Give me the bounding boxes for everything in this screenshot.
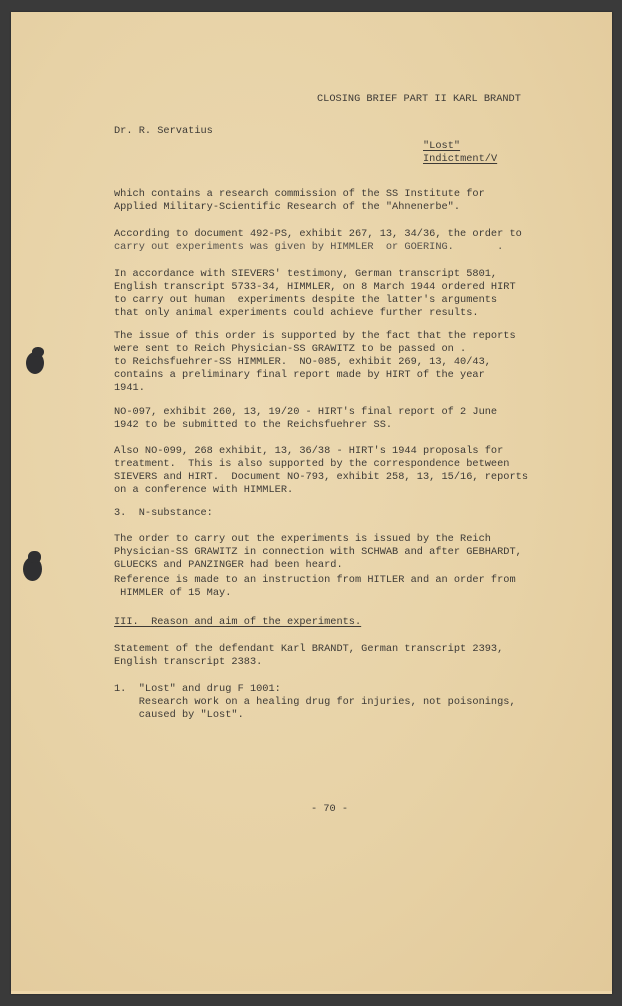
paragraph-line: carry out experiments was given by HIMMLER or GOERING. . xyxy=(114,241,504,253)
paragraph-line: Applied Military-Scientific Research of the "Ahnenerbe". xyxy=(114,201,461,213)
list-item-detail: caused by "Lost". xyxy=(114,709,244,721)
author-line: Dr. R. Servatius xyxy=(114,125,213,137)
binder-hole-bottom xyxy=(23,557,42,581)
paragraph-line: English transcript 5733-34, HIMMLER, on 8 March 1944 ordered HIRT xyxy=(114,281,516,293)
paragraph-line: Also NO-099, 268 exhibit, 13, 36/38 - HIRT's 1944 proposals for xyxy=(114,445,504,457)
paragraph-line: SIEVERS and HIRT. Document NO-793, exhibit 258, 13, 15/16, reports xyxy=(114,471,529,483)
paragraph-line: to Reichsfuehrer-SS HIMMLER. NO-085, exhibit 269, 13, 40/43, xyxy=(114,356,491,368)
paragraph-line: to carry out human experiments despite the latter's arguments xyxy=(114,294,498,306)
page-number: - 70 - xyxy=(311,803,349,815)
section-label: Indictment/V xyxy=(423,153,498,165)
paragraph-line: contains a preliminary final report made by HIRT of the year xyxy=(114,369,485,381)
list-heading: 3. N-substance: xyxy=(114,507,213,519)
paragraph-line: that only animal experiments could achieve further results. xyxy=(114,307,479,319)
paragraph-line: Reference is made to an instruction from HITLER and an order from xyxy=(114,574,516,586)
paragraph-line: According to document 492-PS, exhibit 267, 13, 34/36, the order to xyxy=(114,228,522,240)
paragraph-line: NO-097, exhibit 260, 13, 19/20 - HIRT's final report of 2 June xyxy=(114,406,498,418)
binder-hole-top xyxy=(26,352,44,374)
paragraph-line: were sent to Reich Physician-SS GRAWITZ to be passed on . xyxy=(114,343,467,355)
paragraph-line: 1942 to be submitted to the Reichsfuehrer SS. xyxy=(114,419,393,431)
list-item: 1. "Lost" and drug F 1001: xyxy=(114,683,281,695)
paragraph-line: In accordance with SIEVERS' testimony, German transcript 5801, xyxy=(114,268,498,280)
paragraph-line: treatment. This is also supported by the correspondence between xyxy=(114,458,510,470)
paragraph-line: The order to carry out the experiments is issued by the Reich xyxy=(114,533,491,545)
list-item-detail: Research work on a healing drug for injuries, not poisonings, xyxy=(114,696,516,708)
paragraph-line: 1941. xyxy=(114,382,145,394)
document-page xyxy=(11,12,612,994)
document-title: CLOSING BRIEF PART II KARL BRANDT xyxy=(317,93,521,105)
paragraph-line: on a conference with HIMMLER. xyxy=(114,484,294,496)
paragraph-line: Statement of the defendant Karl BRANDT, German transcript 2393, xyxy=(114,643,504,655)
paragraph-line: Physician-SS GRAWITZ in connection with SCHWAB and after GEBHARDT, xyxy=(114,546,522,558)
paragraph-line: English transcript 2383. xyxy=(114,656,263,668)
paragraph-line: which contains a research commission of the SS Institute for xyxy=(114,188,485,200)
paragraph-line: GLUECKS and PANZINGER had been heard. xyxy=(114,559,343,571)
section-heading: III. Reason and aim of the experiments. xyxy=(114,616,362,628)
subject-label: "Lost" xyxy=(423,140,461,152)
paragraph-line: HIMMLER of 15 May. xyxy=(114,587,232,599)
paragraph-line: The issue of this order is supported by the fact that the reports xyxy=(114,330,516,342)
